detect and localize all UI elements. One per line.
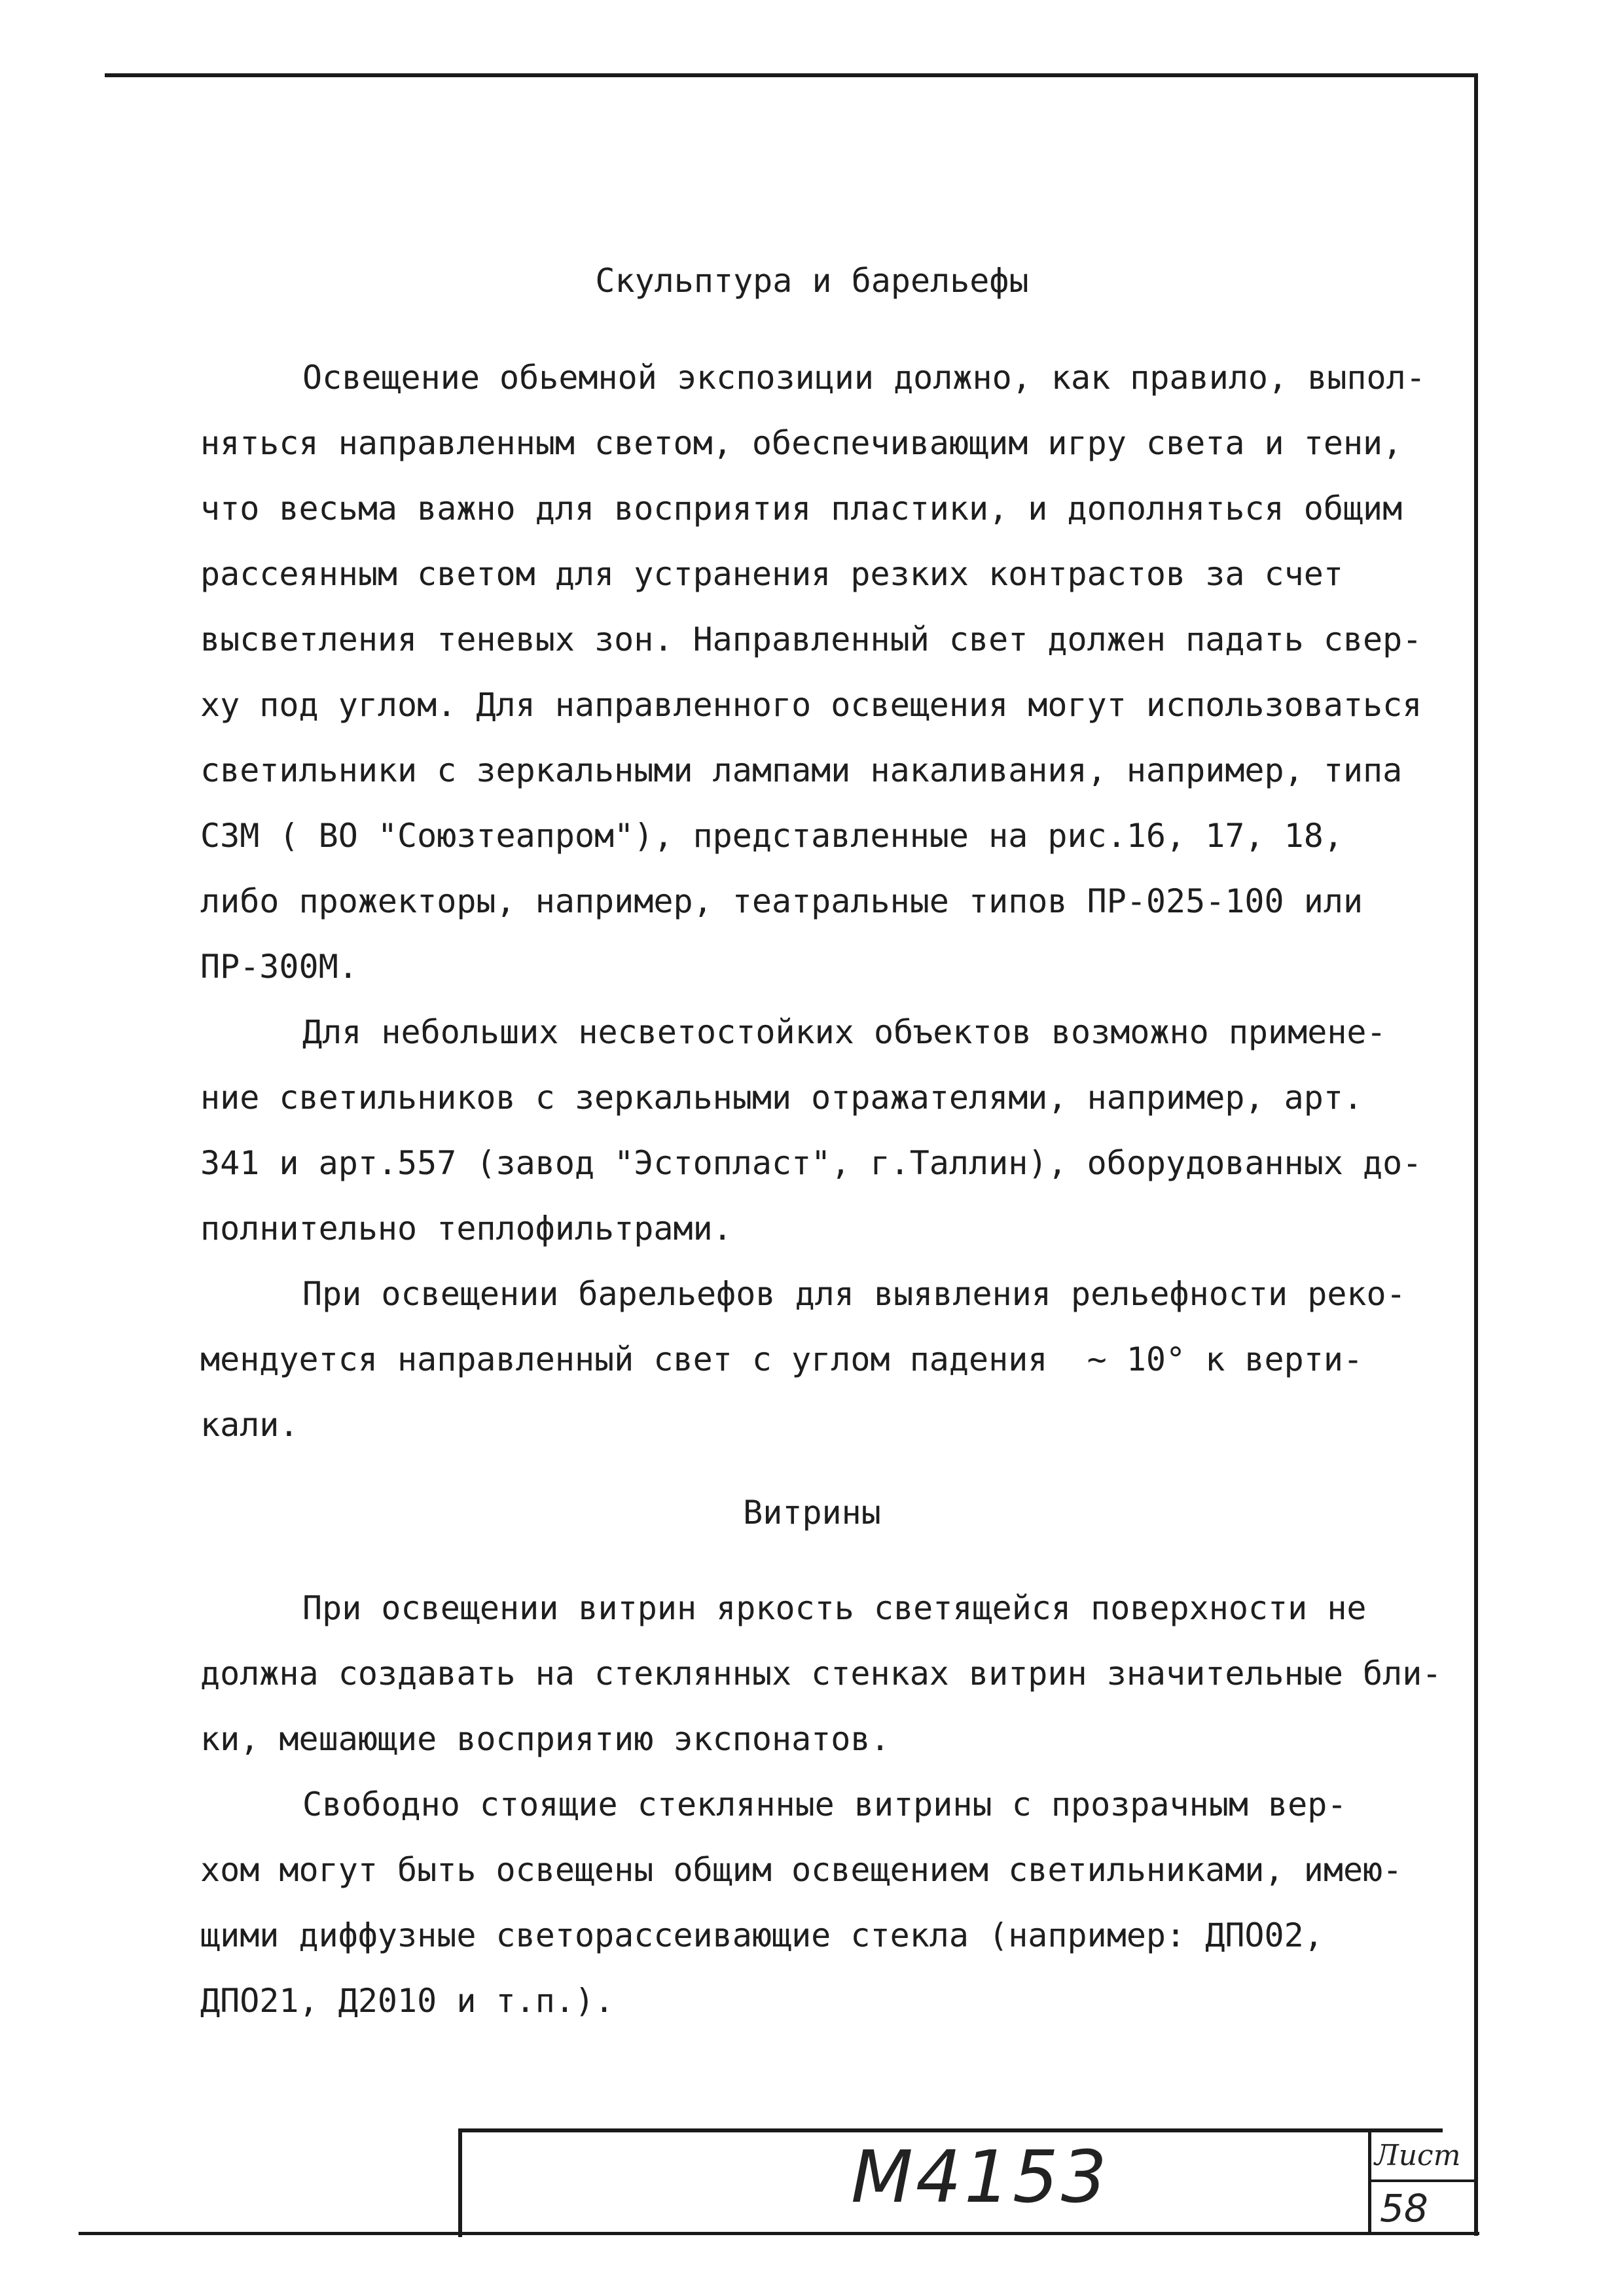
text-line: хом могут быть освещены общим освещением светильниками, имею-	[200, 1851, 1403, 1889]
text-line: рассеянным светом для устранения резких контрастов за счет	[200, 555, 1343, 593]
text-line: должна создавать на стеклянных стенках витрин значительные бли-	[200, 1655, 1442, 1693]
text-line: либо прожекторы, например, театральные типов ПР-025-100 или	[200, 882, 1363, 920]
sheet-number: 58	[1380, 2186, 1428, 2231]
text-line: светильники с зеркальными лампами накаливания, например, типа	[200, 751, 1403, 789]
section-heading-sculpture: Скульптура и барельефы	[595, 262, 1029, 300]
text-line: Для небольших несветостойких объектов возможно примене-	[302, 1013, 1386, 1051]
frame-right-line	[1474, 76, 1478, 2236]
text-line: При освещении барельефов для выявления рельефности реко-	[302, 1275, 1406, 1313]
sheet-label: Лист	[1375, 2139, 1461, 2172]
text-line: ху под углом. Для направленного освещения могут использоваться	[200, 686, 1422, 724]
text-line: что весьма важно для восприятия пластики, и дополняться общим	[200, 490, 1403, 528]
text-line: полнительно теплофильтрами.	[200, 1210, 732, 1247]
text-line: мендуется направленный свет с углом падения ~ 10° к верти-	[200, 1340, 1363, 1378]
frame-top-line	[105, 73, 1478, 77]
text-line: Свободно стоящие стеклянные витрины с прозрачным вер-	[302, 1785, 1347, 1823]
text-line: ПР-300М.	[200, 948, 358, 986]
text-line: няться направленным светом, обеспечивающим игру света и тени,	[200, 424, 1403, 462]
title-block-cell-line	[1371, 2179, 1476, 2182]
text-line: ки, мешающие восприятию экспонатов.	[200, 1720, 890, 1758]
text-line: ние светильников с зеркальными отражателями, например, арт.	[200, 1079, 1363, 1117]
text-line: ДПО21, Д2010 и т.п.).	[200, 1982, 615, 2020]
text-line: Освещение обьемной экспозиции должно, как правило, выпол-	[302, 359, 1426, 397]
text-line: СЗМ ( ВО "Союзтеапром"), представленные на рис.16, 17, 18,	[200, 817, 1343, 855]
text-line: щими диффузные светорассеивающие стекла (например: ДПО02,	[200, 1916, 1324, 1954]
text-line: кали.	[200, 1406, 299, 1444]
section-heading-showcases: Витрины	[743, 1494, 881, 1532]
document-code: М4153	[851, 2135, 1110, 2219]
text-line: 341 и арт.557 (завод "Эстопласт", г.Таллин), оборудованных до-	[200, 1144, 1422, 1182]
text-line: высветления теневых зон. Направленный свет должен падать свер-	[200, 620, 1422, 658]
text-line: При освещении витрин яркость светящейся поверхности не	[302, 1589, 1367, 1627]
